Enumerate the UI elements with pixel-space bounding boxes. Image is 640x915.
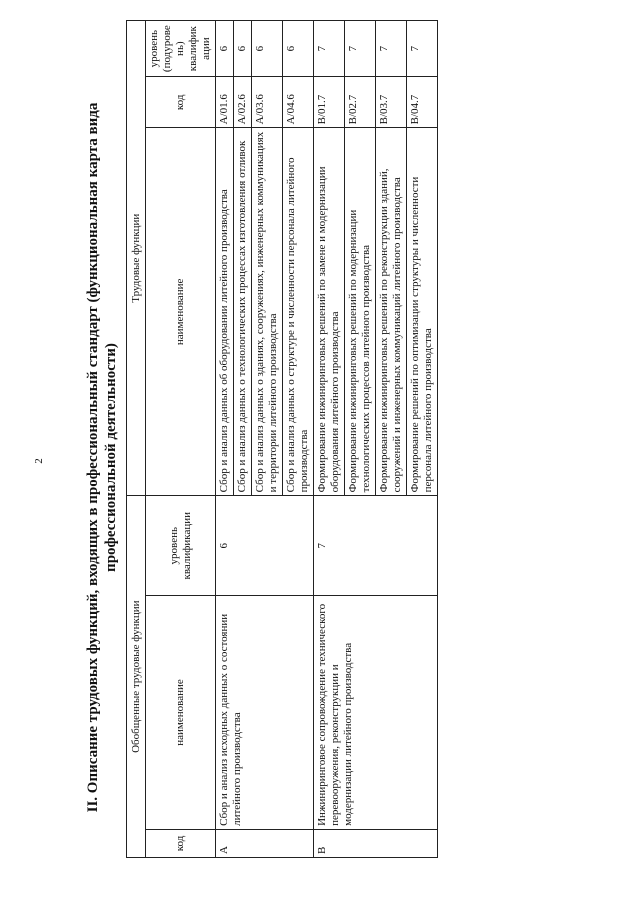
column-header-sub-level: уровень (подуровень) квалификации (146, 21, 216, 77)
function-level-cell: 7 (345, 21, 376, 77)
function-name-cell: Сбор и анализ данных об оборудовании литейного производства (216, 128, 234, 496)
group-name-cell: Сбор и анализ исходных данных о состоянии литейного производства (216, 596, 314, 830)
section-title-line-2: профессиональной деятельности) (103, 343, 119, 572)
function-name-cell: Формирование инжиниринговых решений по замене и модернизации оборудования литейного производства (314, 128, 345, 496)
section-title-line-1: II. Описание трудовых функций, входящих в профессиональный стандарт (функциональная карта вида (85, 102, 101, 813)
column-header-code: код (146, 829, 216, 857)
function-level-cell: 6 (283, 21, 314, 77)
column-header-name: наименование (146, 596, 216, 830)
function-code-cell: B/03.7 (376, 77, 407, 128)
function-code-cell: B/02.7 (345, 77, 376, 128)
function-code-cell: A/02.6 (234, 77, 252, 128)
table-row (314, 21, 345, 858)
section-title (84, 0, 120, 915)
generalized-functions-header: Обобщенные трудовые функции (127, 496, 146, 858)
column-header-qualification-level: уровень квалификации (146, 496, 216, 596)
function-code-cell: B/01.7 (314, 77, 345, 128)
function-name-cell: Сбор и анализ данных о зданиях, сооружениях, инженерных коммуникациях и территории литейного производства (252, 128, 283, 496)
function-level-cell: 7 (376, 21, 407, 77)
function-code-cell: A/01.6 (216, 77, 234, 128)
function-code-cell: A/04.6 (283, 77, 314, 128)
function-code-cell: B/04.7 (407, 77, 438, 128)
column-header-function-name: наименование (146, 128, 216, 496)
page-number: 2 (32, 458, 45, 464)
function-name-cell: Сбор и анализ данных о структуре и численности персонала литейного производства (283, 128, 314, 496)
group-code-cell: В (314, 829, 438, 857)
function-name-cell: Формирование решений по оптимизации структуры и численности персонала литейного производства (407, 128, 438, 496)
labor-functions-header: Трудовые функции (127, 21, 146, 496)
function-level-cell: 7 (314, 21, 345, 77)
function-name-cell: Формирование инжиниринговых решений по реконструкции зданий, сооружений и инженерных коммуникаций литейного производства (376, 128, 407, 496)
function-name-cell: Сбор и анализ данных о технологических процессах изготовления отливок (234, 128, 252, 496)
group-code-cell: А (216, 829, 314, 857)
table-row (216, 21, 234, 858)
function-level-cell: 6 (234, 21, 252, 77)
function-level-cell: 6 (216, 21, 234, 77)
group-name-cell: Инжиниринговое сопровождение технического перевооружения, реконструкции и модернизации литейного производства (314, 596, 438, 830)
function-name-cell: Формирование инжиниринговых решений по модернизации технологических процессов литейного производства (345, 128, 376, 496)
functional-map-table (126, 20, 438, 858)
column-header-function-code: код (146, 77, 216, 128)
group-level-cell: 7 (314, 496, 438, 596)
function-level-cell: 7 (407, 21, 438, 77)
group-level-cell: 6 (216, 496, 314, 596)
function-level-cell: 6 (252, 21, 283, 77)
function-code-cell: A/03.6 (252, 77, 283, 128)
